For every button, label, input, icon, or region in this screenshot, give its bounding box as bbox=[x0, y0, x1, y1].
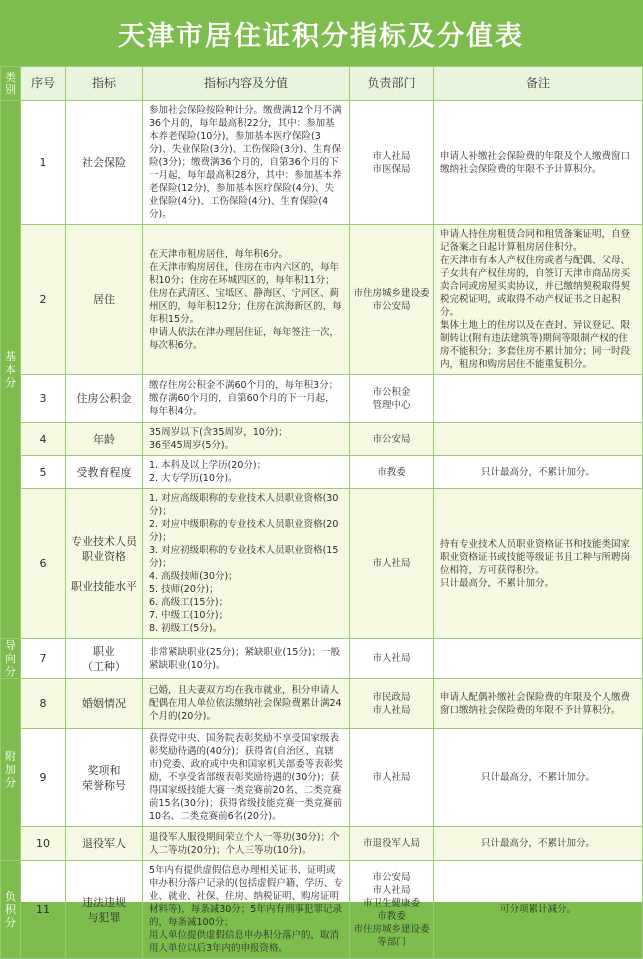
row-number: 2 bbox=[21, 225, 66, 375]
row-content: 1. 对应高级职称的专业技术人员职业资格(30分)； 2. 对应中级职称的专业技术人员职业资格(20分)； 3. 对应初级职称的专业技术人员职业资格(15分)； 4. 高级技师(30分)； 5. 技师(20分)； 6. 高级工(15分)； 7. 中级工(10分)； 8. 初级工(5分)。 bbox=[143, 489, 350, 639]
row-department: 市人社局 bbox=[350, 489, 434, 639]
row-content: 退役军人服役期间荣立个人一等功(30分)；个人二等功(20分)；个人三等功(10分)。 bbox=[143, 827, 350, 861]
row-department: 市人社局 bbox=[350, 729, 434, 827]
table-row bbox=[1, 861, 643, 959]
row-number: 5 bbox=[21, 456, 66, 489]
row-indicator: 住房公积金 bbox=[66, 375, 143, 423]
row-content: 35周岁以下(含35周岁，10分)； 36至45周岁(5分)。 bbox=[143, 423, 350, 456]
row-department: 市公安局 市人社局 市卫生健康委 市教委 市住房城乡建设委 等部门 bbox=[350, 861, 434, 959]
row-department: 市民政局 市人社局 bbox=[350, 679, 434, 729]
table-row bbox=[1, 101, 643, 225]
category-negative: 负积分 bbox=[1, 861, 21, 959]
row-department: 市退役军人局 bbox=[350, 827, 434, 861]
row-content: 1. 本科及以上学历(20分)； 2. 大专学历(10分)。 bbox=[143, 456, 350, 489]
row-number: 6 bbox=[21, 489, 66, 639]
header-number: 序号 bbox=[21, 67, 66, 101]
title-bar bbox=[0, 0, 642, 66]
row-content: 5年内有提供虚假信息办理相关证书、证明或申办积分落户记录的(包括虚假户籍、学历、专业、就业、社保、住房、纳税证明、购房证明材料等)，每条减30分；5年内有刑事犯罪记录的，每条减100分； 用人单位提供虚假信息申办积分落户的，取消用人单位以后3年内的申报资格。 bbox=[143, 861, 350, 959]
row-number: 8 bbox=[21, 679, 66, 729]
row-indicator: 婚姻情况 bbox=[66, 679, 143, 729]
header-indicator: 指标 bbox=[66, 67, 143, 101]
row-indicator: 社会保险 bbox=[66, 101, 143, 225]
category-guide: 导向分 bbox=[1, 639, 21, 679]
category-basic: 基本分 bbox=[1, 101, 21, 639]
table-row bbox=[1, 679, 643, 729]
row-note: 只计最高分，不累计加分。 bbox=[434, 729, 643, 827]
table-row bbox=[1, 456, 643, 489]
category-extra: 附加分 bbox=[1, 679, 21, 861]
score-table-container bbox=[0, 66, 642, 954]
table-row bbox=[1, 729, 643, 827]
row-indicator: 专业技术人员职业资格 职业技能水平 bbox=[66, 489, 143, 639]
table-header-row bbox=[1, 67, 643, 101]
row-number: 9 bbox=[21, 729, 66, 827]
table-row bbox=[1, 827, 643, 861]
row-content: 获得党中央、国务院表彰奖励不享受国家级表彰奖励待遇的(40分)；获得省(自治区、直辖市)党委、政府或中央和国家机关部委等表彰奖励，不享受省部级表彰奖励待遇的(30分)；获得国家级技能大赛一类竞赛前20名、二类竞赛前15名(30分)；获得省级技能竞赛一类竞赛前10名、二类竞赛前6名(20分)。 bbox=[143, 729, 350, 827]
table-row bbox=[1, 489, 643, 639]
row-note: 申请人配偶补缴社会保险费的年限及个人缴费窗口缴纳社会保险费的年限不予计算积分。 bbox=[434, 679, 643, 729]
row-indicator: 年龄 bbox=[66, 423, 143, 456]
row-number: 1 bbox=[21, 101, 66, 225]
row-content: 缴存住房公积金不满60个月的，每年积3分；缴存满60个月的，自第60个月的下一月起，每年积4分。 bbox=[143, 375, 350, 423]
row-department: 市住房城乡建设委 市公安局 bbox=[350, 225, 434, 375]
header-note: 备注 bbox=[434, 67, 643, 101]
row-note: 只计最高分，不累计加分。 bbox=[434, 827, 643, 861]
row-content: 在天津市租房居住，每年积6分。 在天津市购房居住，住房在市内六区的，每年积10分；住房在环城四区的，每年积11分；住房在武清区、宝坻区、静海区、宁河区、蓟州区的，每年积12分；住房在滨海新区的，每年积15分。 申请人依法在津办理居住证，每年签注一次，每次积6分。 bbox=[143, 225, 350, 375]
page-title: 天津市居住证积分指标及分值表 bbox=[118, 20, 524, 52]
row-content: 参加社会保险按险种计分。缴费满12个月不满36个月的，每年最高积22分，其中：参加基本养老保险(10分)，参加基本医疗保险(3分)、失业保险(3分)、工伤保险(3分)、生育保险(3分)；缴费满36个月的，自第36个月的下一月起，每年最高积28分，其中：参加基本养老保险(12分)，参加基本医疗保险(4分)、失业保险(4分)、工伤保险(4分)、生育保险(4分)。 bbox=[143, 101, 350, 225]
row-department: 市人社局 市医保局 bbox=[350, 101, 434, 225]
header-category: 类别 bbox=[1, 67, 21, 101]
row-indicator: 职业 （工种） bbox=[66, 639, 143, 679]
row-note: 只计最高分，不累计加分。 bbox=[434, 456, 643, 489]
row-number: 7 bbox=[21, 639, 66, 679]
table-row bbox=[1, 375, 643, 423]
row-department: 市人社局 bbox=[350, 639, 434, 679]
row-department: 市公安局 bbox=[350, 423, 434, 456]
row-note: 持有专业技术人员职业资格证书和技能类国家职业资格证书或技能等级证书且工种与所聘岗位相符，方可获得积分。 只计最高分，不累计加分。 bbox=[434, 489, 643, 639]
row-indicator: 退役军人 bbox=[66, 827, 143, 861]
table-row bbox=[1, 639, 643, 679]
row-note: 申请人补缴社会保险费的年限及个人缴费窗口缴纳社会保险费的年限不予计算积分。 bbox=[434, 101, 643, 225]
row-note: 申请人持住房租赁合同和租赁备案证明，自登记备案之日起计算租房居住积分。 在天津市有本人产权住房或者与配偶、父母、子女共有产权住房的，自签订天津市商品房买卖合同或房屋买卖协议，并已缴纳契税取得契税完税证明，或取得不动产权证书之日起积分。 集体土地上的住房以及在查封、异议登记、限制转让(附有违法建筑等)期间等限制产权的住房不能积分；多套住房不累计加分；同一时段内，租房和购房居住不能重复积分。 bbox=[434, 225, 643, 375]
row-department: 市公积金 管理中心 bbox=[350, 375, 434, 423]
table-row bbox=[1, 225, 643, 375]
row-note bbox=[434, 375, 643, 423]
row-indicator: 违法违规 与犯罪 bbox=[66, 861, 143, 959]
header-department: 负责部门 bbox=[350, 67, 434, 101]
row-number: 11 bbox=[21, 861, 66, 959]
row-content: 非常紧缺职业(25分)；紧缺职业(15分)；一般紧缺职业(10分)。 bbox=[143, 639, 350, 679]
row-number: 3 bbox=[21, 375, 66, 423]
row-note bbox=[434, 639, 643, 679]
row-number: 10 bbox=[21, 827, 66, 861]
score-table bbox=[0, 66, 643, 959]
row-number: 4 bbox=[21, 423, 66, 456]
row-indicator: 奖项和 荣誉称号 bbox=[66, 729, 143, 827]
row-content: 已婚，且夫妻双方均在我市就业，积分申请人配偶在用人单位依法缴纳社会保险费累计满24个月的(20分)。 bbox=[143, 679, 350, 729]
row-note bbox=[434, 423, 643, 456]
row-indicator: 受教育程度 bbox=[66, 456, 143, 489]
header-content: 指标内容及分值 bbox=[143, 67, 350, 101]
row-note: 可分项累计减分。 bbox=[434, 861, 643, 959]
row-department: 市教委 bbox=[350, 456, 434, 489]
table-row bbox=[1, 423, 643, 456]
row-indicator: 居住 bbox=[66, 225, 143, 375]
